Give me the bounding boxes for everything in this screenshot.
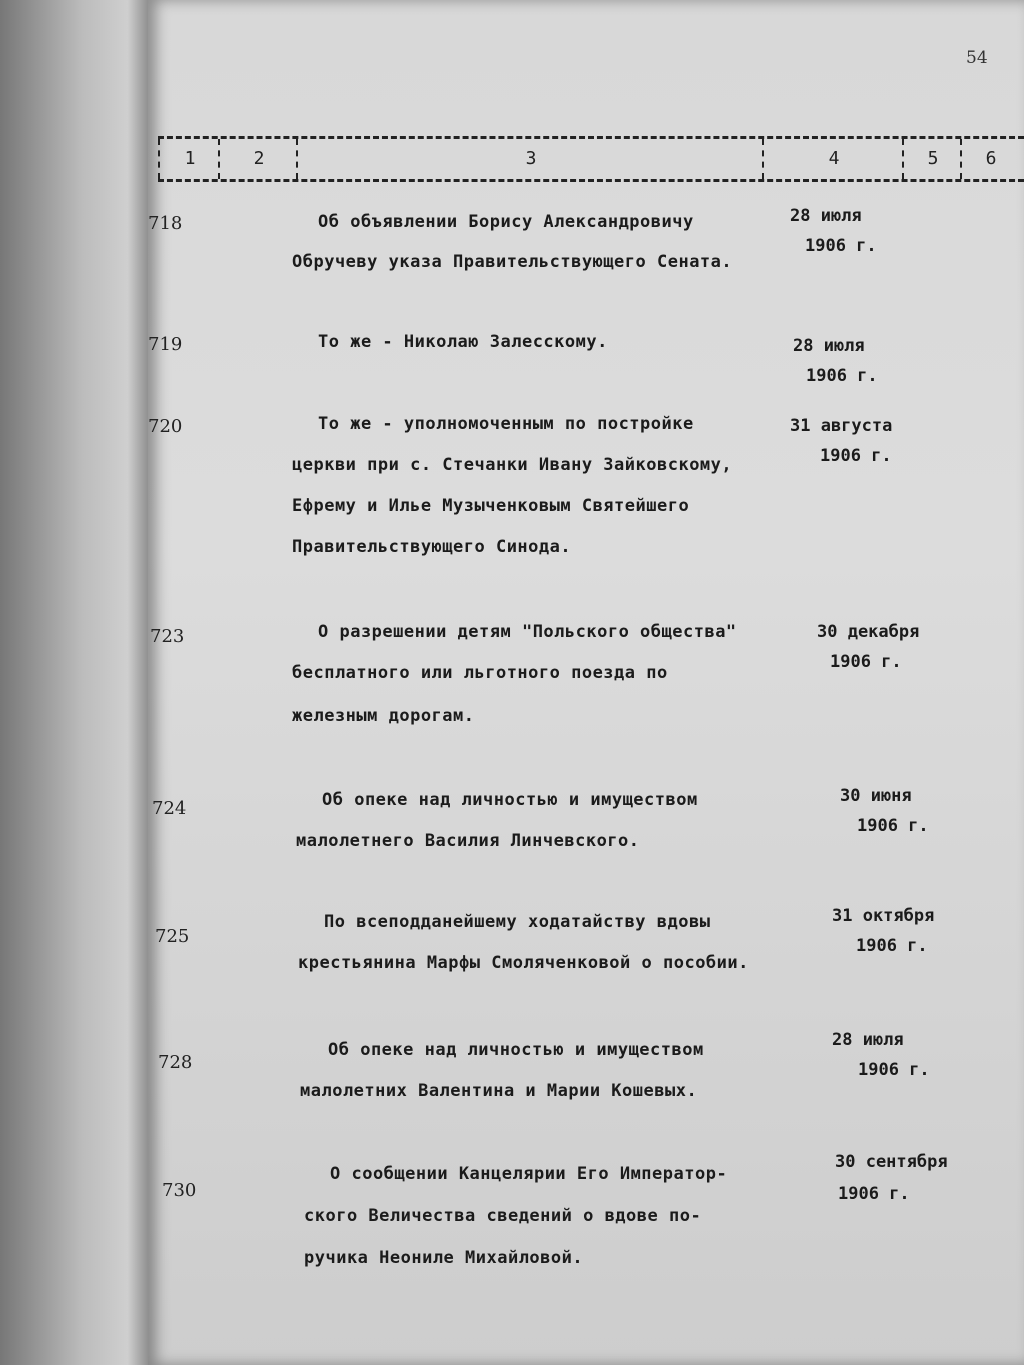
entry-text-line: О разрешении детям "Польского общества": [318, 622, 737, 642]
entry-date-day: 31 октября: [832, 906, 935, 926]
entry-text-line: ского Величества сведений о вдове по-: [304, 1206, 702, 1226]
entry-number: 718: [148, 213, 183, 234]
entry-date-year: 1906 г.: [838, 1184, 910, 1204]
entry-date-year: 1906 г.: [820, 446, 892, 466]
entry-text-line: Об опеке над личностью и имуществом: [322, 790, 698, 810]
entry-text-line: Обручеву указа Правительствующего Сената.: [292, 252, 733, 272]
entry-number: 728: [158, 1052, 193, 1073]
entry-text-line: Об опеке над личностью и имуществом: [328, 1040, 704, 1060]
entry-text-line: малолетнего Василия Линчевского.: [296, 831, 640, 851]
column-header-row: [158, 136, 1024, 182]
header-col-5: 5: [902, 139, 962, 179]
entry-text-line: Правительствующего Синода.: [292, 537, 572, 557]
entry-number: 730: [162, 1180, 197, 1201]
entry-text-line: О сообщении Канцелярии Его Император-: [330, 1164, 728, 1184]
entry-date-day: 28 июля: [793, 336, 865, 356]
entry-date-day: 28 июля: [832, 1030, 904, 1050]
header-col-3: 3: [296, 139, 764, 179]
entry-date-day: 28 июля: [790, 206, 862, 226]
entry-text-line: малолетних Валентина и Марии Кошевых.: [300, 1081, 698, 1101]
page-number: 54: [966, 48, 988, 68]
header-col-1: 1: [158, 139, 220, 179]
entry-text-line: бесплатного или льготного поезда по: [292, 663, 668, 683]
entry-number: 725: [155, 926, 190, 947]
entry-number: 720: [148, 416, 183, 437]
entry-text-line: Ефрему и Илье Музыченковым Святейшего: [292, 496, 690, 516]
entry-number: 719: [148, 334, 183, 355]
entry-date-day: 30 декабря: [817, 622, 920, 642]
entry-date-year: 1906 г.: [805, 236, 877, 256]
entry-number: 723: [150, 626, 185, 647]
entry-text-line: Об объявлении Борису Александровичу: [318, 212, 694, 232]
entry-text-line: По всеподданейшему ходатайству вдовы: [324, 912, 711, 932]
entry-text-line: железным дорогам.: [292, 706, 475, 726]
entry-date-year: 1906 г.: [856, 936, 928, 956]
entry-text-line: крестьянина Марфы Смоляченковой о пособии.: [298, 953, 749, 973]
entry-text-line: церкви при с. Стечанки Ивану Зайковскому,: [292, 455, 733, 475]
header-col-2: 2: [218, 139, 298, 179]
entry-text-line: То же - уполномоченным по постройке: [318, 414, 694, 434]
entry-date-year: 1906 г.: [857, 816, 929, 836]
entry-date-day: 30 июня: [840, 786, 912, 806]
header-col-6: 6: [960, 139, 1020, 179]
left-page-edge: [0, 0, 150, 1365]
entry-date-year: 1906 г.: [830, 652, 902, 672]
entry-text-line: То же - Николаю Залесскому.: [318, 332, 608, 352]
entry-date-year: 1906 г.: [806, 366, 878, 386]
entry-date-year: 1906 г.: [858, 1060, 930, 1080]
entry-date-day: 30 сентября: [835, 1152, 948, 1172]
entry-number: 724: [152, 798, 187, 819]
header-col-4: 4: [762, 139, 904, 179]
entry-date-day: 31 августа: [790, 416, 893, 436]
entry-text-line: ручика Неониле Михайловой.: [304, 1248, 584, 1268]
